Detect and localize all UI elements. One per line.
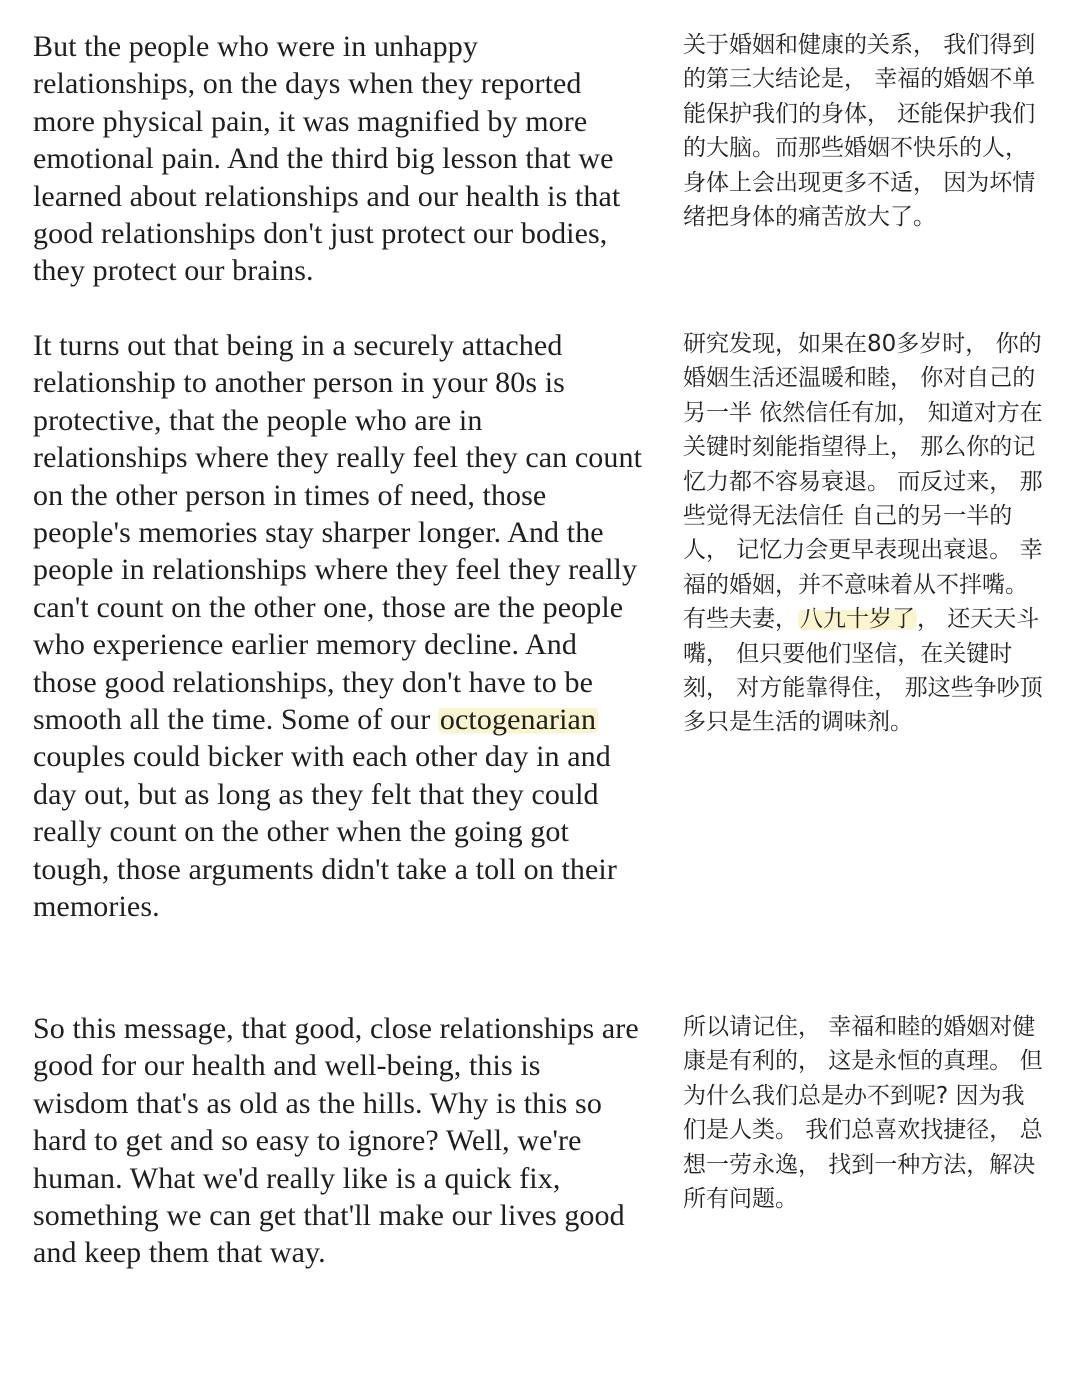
chinese-text-after-highlight: ， 还天天斗嘴， 但只要他们坚信，在关键时刻， 对方能靠得住， 那这些争吵顶多只是生活的调味剂。 xyxy=(683,606,1043,736)
english-paragraph-3: So this message, that good, close relationships are good for our health and well-being, this is wisdom that's as old as the hills. Why is this so hard to get and so easy to ignore? Well, we're human. What we'd really like is a quick fix, something we can get that'll make our lives good and keep them that way. xyxy=(33,1012,639,1270)
chinese-text-before-highlight: 研究发现，如果在80多岁时， 你的婚姻生活还温暖和睦， 你对自己的另一半 依然信任有加， 知道对方在关键时刻能指望得上， 那么你的记忆力都不容易衰退。 而反过来， 那些觉得无法信任 自己的另一半的人， 记忆力会更早表现出衰退。 幸福的婚姻，并不意味着从不拌嘴。 有些夫妻， xyxy=(683,331,1043,633)
english-paragraph-1: But the people who were in unhappy relationships, on the days when they reported more physical pain, it was magnified by more emotional pain. And the third big lesson that we learned about relationships and our health is that good relationships don't just protect our bodies, they protect our brains. xyxy=(33,30,621,288)
chinese-highlighted-phrase: 八九十岁了 xyxy=(800,606,915,633)
english-highlighted-word: octogenarian xyxy=(439,703,597,737)
chinese-paragraph-2 xyxy=(683,327,1045,740)
chinese-paragraph-1: 关于婚姻和健康的关系， 我们得到的第三大结论是， 幸福的婚姻不单能保护我们的身体， 还能保护我们的大脑。而那些婚姻不快乐的人， 身体上会出现更多不适， 因为坏情绪把身体的痛苦放大了。 xyxy=(683,32,1036,231)
english-paragraph-2 xyxy=(33,327,643,926)
english-text-before-highlight: It turns out that being in a securely attached relationship to another person in your 80s is protective, that the people who are in relationships where they really feel they can count on the other person in times of need, those people's memories stay sharper longer. And the people in relationships where they feel they really can't count on the other one, those are the people who experience earlier memory decline. And those good relationships, they don't have to be smooth all the time. Some of our xyxy=(33,329,643,737)
english-text-after-highlight: couples could bicker with each other day in and day out, but as long as they felt that they could really count on the other when the going got tough, those arguments didn't take a toll on their memories. xyxy=(33,740,617,924)
chinese-paragraph-3: 所以请记住， 幸福和睦的婚姻对健康是有利的， 这是永恒的真理。 但为什么我们总是办不到呢? 因为我们是人类。 我们总喜欢找捷径， 总想一劳永逸， 找到一种方法，解决所有问题。 xyxy=(683,1014,1043,1213)
